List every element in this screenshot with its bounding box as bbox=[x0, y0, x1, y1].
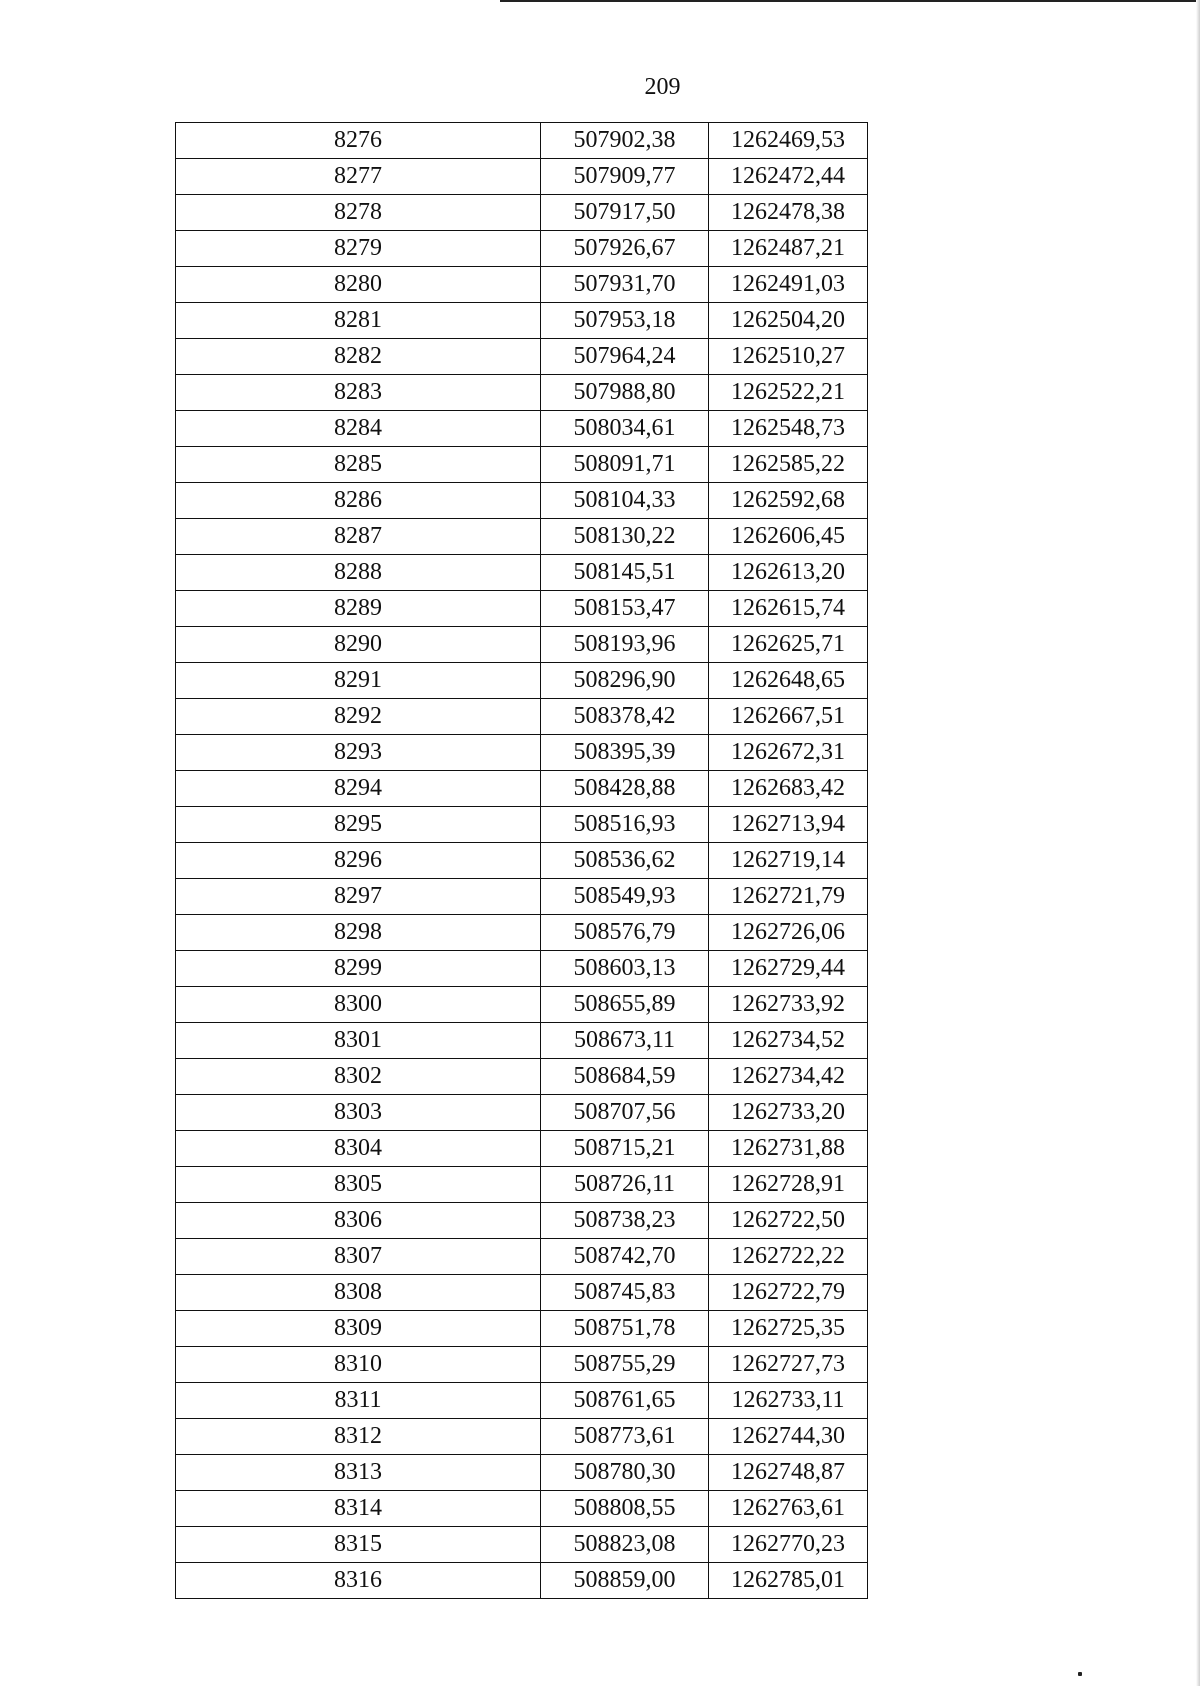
x-coordinate-cell: 508104,33 bbox=[541, 483, 709, 519]
point-number-cell: 8298 bbox=[176, 915, 541, 951]
y-coordinate-cell: 1262522,21 bbox=[709, 375, 868, 411]
point-number-cell: 8302 bbox=[176, 1059, 541, 1095]
point-number-cell: 8281 bbox=[176, 303, 541, 339]
table-row bbox=[176, 411, 868, 447]
y-coordinate-cell: 1262625,71 bbox=[709, 627, 868, 663]
y-coordinate-cell: 1262734,52 bbox=[709, 1023, 868, 1059]
y-coordinate-cell: 1262613,20 bbox=[709, 555, 868, 591]
table-row bbox=[176, 771, 868, 807]
point-number-cell: 8312 bbox=[176, 1419, 541, 1455]
y-coordinate-cell: 1262731,88 bbox=[709, 1131, 868, 1167]
table-row bbox=[176, 519, 868, 555]
table-row bbox=[176, 447, 868, 483]
point-number-cell: 8277 bbox=[176, 159, 541, 195]
scan-speck bbox=[1078, 1672, 1082, 1676]
y-coordinate-cell: 1262763,61 bbox=[709, 1491, 868, 1527]
x-coordinate-cell: 508153,47 bbox=[541, 591, 709, 627]
point-number-cell: 8314 bbox=[176, 1491, 541, 1527]
table-row bbox=[176, 483, 868, 519]
x-coordinate-cell: 507988,80 bbox=[541, 375, 709, 411]
point-number-cell: 8297 bbox=[176, 879, 541, 915]
x-coordinate-cell: 508603,13 bbox=[541, 951, 709, 987]
point-number-cell: 8278 bbox=[176, 195, 541, 231]
table-row bbox=[176, 1275, 868, 1311]
y-coordinate-cell: 1262469,53 bbox=[709, 123, 868, 159]
y-coordinate-cell: 1262733,92 bbox=[709, 987, 868, 1023]
point-number-cell: 8303 bbox=[176, 1095, 541, 1131]
y-coordinate-cell: 1262667,51 bbox=[709, 699, 868, 735]
point-number-cell: 8305 bbox=[176, 1167, 541, 1203]
y-coordinate-cell: 1262733,11 bbox=[709, 1383, 868, 1419]
table-row bbox=[176, 159, 868, 195]
table-row bbox=[176, 1239, 868, 1275]
table-row bbox=[176, 1023, 868, 1059]
table-row bbox=[176, 1131, 868, 1167]
point-number-cell: 8307 bbox=[176, 1239, 541, 1275]
y-coordinate-cell: 1262748,87 bbox=[709, 1455, 868, 1491]
table-row bbox=[176, 915, 868, 951]
table-row bbox=[176, 843, 868, 879]
x-coordinate-cell: 507964,24 bbox=[541, 339, 709, 375]
point-number-cell: 8287 bbox=[176, 519, 541, 555]
point-number-cell: 8296 bbox=[176, 843, 541, 879]
x-coordinate-cell: 508673,11 bbox=[541, 1023, 709, 1059]
table-row bbox=[176, 1527, 868, 1563]
x-coordinate-cell: 508130,22 bbox=[541, 519, 709, 555]
y-coordinate-cell: 1262548,73 bbox=[709, 411, 868, 447]
table-row bbox=[176, 1059, 868, 1095]
y-coordinate-cell: 1262770,23 bbox=[709, 1527, 868, 1563]
y-coordinate-cell: 1262487,21 bbox=[709, 231, 868, 267]
point-number-cell: 8300 bbox=[176, 987, 541, 1023]
table-row bbox=[176, 267, 868, 303]
table-row bbox=[176, 195, 868, 231]
point-number-cell: 8283 bbox=[176, 375, 541, 411]
table-row bbox=[176, 627, 868, 663]
table-row bbox=[176, 591, 868, 627]
coordinates-table bbox=[175, 122, 868, 1599]
table-row bbox=[176, 1419, 868, 1455]
x-coordinate-cell: 508715,21 bbox=[541, 1131, 709, 1167]
point-number-cell: 8306 bbox=[176, 1203, 541, 1239]
x-coordinate-cell: 508378,42 bbox=[541, 699, 709, 735]
y-coordinate-cell: 1262510,27 bbox=[709, 339, 868, 375]
x-coordinate-cell: 508091,71 bbox=[541, 447, 709, 483]
x-coordinate-cell: 508655,89 bbox=[541, 987, 709, 1023]
x-coordinate-cell: 508773,61 bbox=[541, 1419, 709, 1455]
x-coordinate-cell: 508761,65 bbox=[541, 1383, 709, 1419]
table-row bbox=[176, 735, 868, 771]
y-coordinate-cell: 1262722,79 bbox=[709, 1275, 868, 1311]
point-number-cell: 8288 bbox=[176, 555, 541, 591]
x-coordinate-cell: 507902,38 bbox=[541, 123, 709, 159]
y-coordinate-cell: 1262719,14 bbox=[709, 843, 868, 879]
x-coordinate-cell: 508707,56 bbox=[541, 1095, 709, 1131]
x-coordinate-cell: 508755,29 bbox=[541, 1347, 709, 1383]
y-coordinate-cell: 1262785,01 bbox=[709, 1563, 868, 1599]
point-number-cell: 8289 bbox=[176, 591, 541, 627]
x-coordinate-cell: 507917,50 bbox=[541, 195, 709, 231]
y-coordinate-cell: 1262472,44 bbox=[709, 159, 868, 195]
x-coordinate-cell: 508193,96 bbox=[541, 627, 709, 663]
x-coordinate-cell: 508808,55 bbox=[541, 1491, 709, 1527]
x-coordinate-cell: 508516,93 bbox=[541, 807, 709, 843]
table-row bbox=[176, 1311, 868, 1347]
table-row bbox=[176, 1203, 868, 1239]
y-coordinate-cell: 1262672,31 bbox=[709, 735, 868, 771]
y-coordinate-cell: 1262744,30 bbox=[709, 1419, 868, 1455]
x-coordinate-cell: 508428,88 bbox=[541, 771, 709, 807]
table-row bbox=[176, 951, 868, 987]
table-row bbox=[176, 1455, 868, 1491]
y-coordinate-cell: 1262606,45 bbox=[709, 519, 868, 555]
table-row bbox=[176, 1347, 868, 1383]
table-row bbox=[176, 339, 868, 375]
y-coordinate-cell: 1262733,20 bbox=[709, 1095, 868, 1131]
point-number-cell: 8313 bbox=[176, 1455, 541, 1491]
table-row bbox=[176, 1167, 868, 1203]
x-coordinate-cell: 508549,93 bbox=[541, 879, 709, 915]
x-coordinate-cell: 508738,23 bbox=[541, 1203, 709, 1239]
point-number-cell: 8291 bbox=[176, 663, 541, 699]
table-row bbox=[176, 1383, 868, 1419]
x-coordinate-cell: 508780,30 bbox=[541, 1455, 709, 1491]
y-coordinate-cell: 1262727,73 bbox=[709, 1347, 868, 1383]
scan-top-rule bbox=[500, 0, 1200, 2]
point-number-cell: 8311 bbox=[176, 1383, 541, 1419]
y-coordinate-cell: 1262585,22 bbox=[709, 447, 868, 483]
y-coordinate-cell: 1262504,20 bbox=[709, 303, 868, 339]
point-number-cell: 8304 bbox=[176, 1131, 541, 1167]
point-number-cell: 8310 bbox=[176, 1347, 541, 1383]
point-number-cell: 8301 bbox=[176, 1023, 541, 1059]
table-row bbox=[176, 1491, 868, 1527]
table-row bbox=[176, 1563, 868, 1599]
page-number: 209 bbox=[644, 74, 681, 100]
point-number-cell: 8294 bbox=[176, 771, 541, 807]
scan-right-edge bbox=[1196, 0, 1200, 1686]
x-coordinate-cell: 507926,67 bbox=[541, 231, 709, 267]
point-number-cell: 8315 bbox=[176, 1527, 541, 1563]
table-row bbox=[176, 303, 868, 339]
x-coordinate-cell: 508576,79 bbox=[541, 915, 709, 951]
y-coordinate-cell: 1262726,06 bbox=[709, 915, 868, 951]
point-number-cell: 8295 bbox=[176, 807, 541, 843]
x-coordinate-cell: 508726,11 bbox=[541, 1167, 709, 1203]
x-coordinate-cell: 508536,62 bbox=[541, 843, 709, 879]
x-coordinate-cell: 508034,61 bbox=[541, 411, 709, 447]
x-coordinate-cell: 508684,59 bbox=[541, 1059, 709, 1095]
point-number-cell: 8279 bbox=[176, 231, 541, 267]
point-number-cell: 8308 bbox=[176, 1275, 541, 1311]
y-coordinate-cell: 1262722,50 bbox=[709, 1203, 868, 1239]
y-coordinate-cell: 1262713,94 bbox=[709, 807, 868, 843]
y-coordinate-cell: 1262648,65 bbox=[709, 663, 868, 699]
table-row bbox=[176, 375, 868, 411]
table-row bbox=[176, 123, 868, 159]
point-number-cell: 8316 bbox=[176, 1563, 541, 1599]
point-number-cell: 8286 bbox=[176, 483, 541, 519]
point-number-cell: 8280 bbox=[176, 267, 541, 303]
point-number-cell: 8299 bbox=[176, 951, 541, 987]
table-row bbox=[176, 1095, 868, 1131]
y-coordinate-cell: 1262725,35 bbox=[709, 1311, 868, 1347]
x-coordinate-cell: 508745,83 bbox=[541, 1275, 709, 1311]
y-coordinate-cell: 1262615,74 bbox=[709, 591, 868, 627]
x-coordinate-cell: 508395,39 bbox=[541, 735, 709, 771]
x-coordinate-cell: 508296,90 bbox=[541, 663, 709, 699]
x-coordinate-cell: 508823,08 bbox=[541, 1527, 709, 1563]
point-number-cell: 8290 bbox=[176, 627, 541, 663]
table-row bbox=[176, 987, 868, 1023]
point-number-cell: 8293 bbox=[176, 735, 541, 771]
point-number-cell: 8282 bbox=[176, 339, 541, 375]
y-coordinate-cell: 1262683,42 bbox=[709, 771, 868, 807]
y-coordinate-cell: 1262721,79 bbox=[709, 879, 868, 915]
point-number-cell: 8285 bbox=[176, 447, 541, 483]
x-coordinate-cell: 508751,78 bbox=[541, 1311, 709, 1347]
table-row bbox=[176, 663, 868, 699]
y-coordinate-cell: 1262592,68 bbox=[709, 483, 868, 519]
point-number-cell: 8276 bbox=[176, 123, 541, 159]
y-coordinate-cell: 1262722,22 bbox=[709, 1239, 868, 1275]
table-row bbox=[176, 807, 868, 843]
table-row bbox=[176, 699, 868, 735]
point-number-cell: 8284 bbox=[176, 411, 541, 447]
x-coordinate-cell: 507909,77 bbox=[541, 159, 709, 195]
x-coordinate-cell: 507953,18 bbox=[541, 303, 709, 339]
y-coordinate-cell: 1262491,03 bbox=[709, 267, 868, 303]
y-coordinate-cell: 1262734,42 bbox=[709, 1059, 868, 1095]
x-coordinate-cell: 508742,70 bbox=[541, 1239, 709, 1275]
y-coordinate-cell: 1262729,44 bbox=[709, 951, 868, 987]
coordinates-table-body bbox=[176, 123, 868, 1599]
point-number-cell: 8309 bbox=[176, 1311, 541, 1347]
y-coordinate-cell: 1262728,91 bbox=[709, 1167, 868, 1203]
y-coordinate-cell: 1262478,38 bbox=[709, 195, 868, 231]
x-coordinate-cell: 508859,00 bbox=[541, 1563, 709, 1599]
x-coordinate-cell: 508145,51 bbox=[541, 555, 709, 591]
x-coordinate-cell: 507931,70 bbox=[541, 267, 709, 303]
table-row bbox=[176, 879, 868, 915]
point-number-cell: 8292 bbox=[176, 699, 541, 735]
table-row bbox=[176, 555, 868, 591]
table-row bbox=[176, 231, 868, 267]
